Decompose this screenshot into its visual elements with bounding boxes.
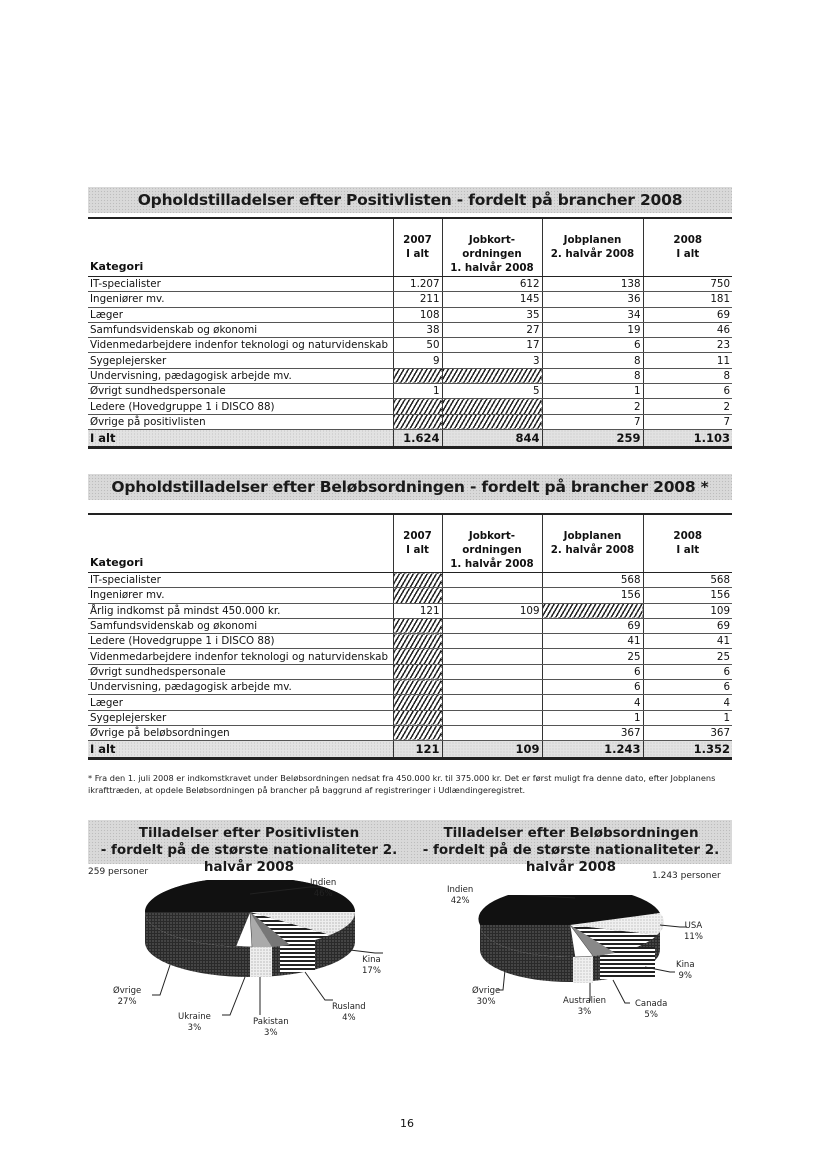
table-total-row [88, 429, 732, 447]
pie2-label-canada: Canada 5% [635, 999, 668, 1020]
table-row [88, 634, 732, 649]
pie2-label-oevrige: Øvrige 30% [472, 986, 501, 1007]
cell-jobplanen: 4 [542, 695, 643, 710]
positivlisten-table [88, 217, 732, 449]
table2-title: Opholdstilladelser efter Beløbsordningen - fordelt på brancher 2008 * [88, 474, 732, 500]
cell-jobplanen: 1.243 [542, 741, 643, 759]
cell-jobplanen: 8 [542, 353, 643, 368]
cell-jobkort: 145 [442, 292, 542, 307]
cell-kategori: Ingeniører mv. [88, 292, 393, 307]
table-row [88, 399, 732, 414]
cell-jobplanen: 2 [542, 399, 643, 414]
cell-jobplanen: 6 [542, 680, 643, 695]
cell-v2008: 109 [643, 603, 732, 618]
table-header-row [88, 218, 732, 277]
pie2-label-indien: Indien 42% [447, 885, 474, 906]
pie2-persons: 1.243 personer [652, 871, 721, 881]
cell-v2008: 2 [643, 399, 732, 414]
table-row [88, 368, 732, 383]
cell-kategori: Undervisning, pædagogisk arbejde mv. [88, 680, 393, 695]
cell-jobkort: 35 [442, 307, 542, 322]
cell-v2007 [393, 664, 442, 679]
cell-v2007: 1.624 [393, 429, 442, 447]
cell-jobplanen: 69 [542, 618, 643, 633]
cell-v2008: 11 [643, 353, 732, 368]
pie2-title: Tilladelser efter Beløbsordningen - fordelt på de største nationaliteter 2. halvår 2008 [410, 820, 732, 864]
cell-kategori: Samfundsvidenskab og økonomi [88, 322, 393, 337]
cell-v2008: 69 [643, 307, 732, 322]
footnote: * Fra den 1. juli 2008 er indkomstkravet under Beløbsordningen nedsat fra 450.000 kr. til 375.000 kr. Det er først muligt fra denne dato, efter Jobplanens ikrafttræden, at opdele Beløbsordningen på brancher på baggrund af registreringer i Udlændingeregistret. [88, 773, 716, 795]
cell-kategori: Øvrige på positivlisten [88, 414, 393, 429]
cell-v2007: 121 [393, 741, 442, 759]
cell-v2008: 23 [643, 338, 732, 353]
cell-kategori: IT-specialister [88, 277, 393, 292]
cell-jobkort: 3 [442, 353, 542, 368]
header-kategori: Kategori [88, 218, 393, 277]
cell-kategori: Øvrigt sundhedspersonale [88, 664, 393, 679]
table-row [88, 588, 732, 603]
cell-v2008: 1 [643, 710, 732, 725]
pie1-title: Tilladelser efter Positivlisten - fordelt på de største nationaliteter 2. halvår 2008 [88, 820, 410, 864]
table-row [88, 573, 732, 588]
cell-v2008: 568 [643, 573, 732, 588]
cell-kategori: Undervisning, pædagogisk arbejde mv. [88, 368, 393, 383]
cell-jobplanen: 25 [542, 649, 643, 664]
cell-jobplanen: 1 [542, 710, 643, 725]
header-jobkort: Jobkort-ordningen 1. halvår 2008 [442, 218, 542, 277]
cell-v2008: 4 [643, 695, 732, 710]
cell-jobkort [442, 368, 542, 383]
cell-jobkort [442, 725, 542, 740]
cell-kategori: Læger [88, 307, 393, 322]
cell-v2007 [393, 680, 442, 695]
cell-v2007: 108 [393, 307, 442, 322]
cell-jobkort [442, 588, 542, 603]
cell-jobkort: 612 [442, 277, 542, 292]
cell-jobplanen: 7 [542, 414, 643, 429]
table-row [88, 710, 732, 725]
cell-v2008: 8 [643, 368, 732, 383]
cell-jobkort [442, 414, 542, 429]
cell-v2008: 25 [643, 649, 732, 664]
cell-jobkort: 109 [442, 603, 542, 618]
table-row [88, 695, 732, 710]
table-row [88, 338, 732, 353]
table-row [88, 414, 732, 429]
cell-v2008: 46 [643, 322, 732, 337]
page-number: 16 [400, 1117, 414, 1130]
table-row [88, 618, 732, 633]
cell-kategori: Ingeniører mv. [88, 588, 393, 603]
cell-jobplanen: 367 [542, 725, 643, 740]
pie1-label-rusland: Rusland 4% [332, 1002, 366, 1023]
cell-jobkort [442, 649, 542, 664]
table1-title: Opholdstilladelser efter Positivlisten - fordelt på brancher 2008 [88, 187, 732, 213]
cell-jobplanen: 568 [542, 573, 643, 588]
table-row [88, 353, 732, 368]
table-row [88, 292, 732, 307]
pie1-label-indien: Indien 46% [310, 878, 337, 899]
header-kategori: Kategori [88, 514, 393, 573]
table-row [88, 384, 732, 399]
cell-v2007 [393, 588, 442, 603]
cell-v2008: 1.352 [643, 741, 732, 759]
cell-kategori: Øvrigt sundhedspersonale [88, 384, 393, 399]
table-header-row [88, 514, 732, 573]
header-jobplanen: Jobplanen 2. halvår 2008 [542, 218, 643, 277]
pie2-label-usa: USA 11% [684, 921, 703, 942]
table-row [88, 322, 732, 337]
pie1-label-ukraine: Ukraine 3% [178, 1012, 211, 1033]
cell-jobkort [442, 695, 542, 710]
cell-jobkort: 109 [442, 741, 542, 759]
pie1-label-pakistan: Pakistan 3% [253, 1017, 289, 1038]
cell-jobkort: 17 [442, 338, 542, 353]
cell-v2007: 121 [393, 603, 442, 618]
cell-kategori: Sygeplejersker [88, 353, 393, 368]
cell-v2008: 181 [643, 292, 732, 307]
cell-jobkort [442, 399, 542, 414]
cell-kategori: Læger [88, 695, 393, 710]
header-2007: 2007 I alt [393, 514, 442, 573]
cell-v2007 [393, 649, 442, 664]
cell-jobkort [442, 680, 542, 695]
cell-kategori: I alt [88, 741, 393, 759]
cell-jobplanen: 138 [542, 277, 643, 292]
cell-v2008: 1.103 [643, 429, 732, 447]
cell-jobplanen: 6 [542, 338, 643, 353]
cell-kategori: Øvrige på beløbsordningen [88, 725, 393, 740]
table-total-row [88, 741, 732, 759]
cell-kategori: Samfundsvidenskab og økonomi [88, 618, 393, 633]
cell-v2007 [393, 399, 442, 414]
header-jobkort: Jobkort-ordningen 1. halvår 2008 [442, 514, 542, 573]
cell-jobplanen: 8 [542, 368, 643, 383]
pie1-label-kina: Kina 17% [362, 955, 381, 976]
cell-kategori: Sygeplejersker [88, 710, 393, 725]
cell-jobplanen: 36 [542, 292, 643, 307]
pie1-persons: 259 personer [88, 867, 149, 877]
header-jobplanen: Jobplanen 2. halvår 2008 [542, 514, 643, 573]
cell-jobplanen: 259 [542, 429, 643, 447]
header-2008: 2008 I alt [643, 514, 732, 573]
cell-jobkort [442, 664, 542, 679]
cell-v2007 [393, 725, 442, 740]
cell-v2007: 1.207 [393, 277, 442, 292]
cell-jobplanen: 6 [542, 664, 643, 679]
cell-jobkort [442, 573, 542, 588]
table-row [88, 664, 732, 679]
cell-kategori: Videnmedarbejdere indenfor teknologi og naturvidenskab [88, 649, 393, 664]
cell-kategori: Ledere (Hovedgruppe 1 i DISCO 88) [88, 634, 393, 649]
cell-v2007: 1 [393, 384, 442, 399]
cell-jobkort: 27 [442, 322, 542, 337]
table-row [88, 307, 732, 322]
cell-jobplanen: 1 [542, 384, 643, 399]
beloebsordningen-table [88, 513, 732, 760]
cell-kategori: Ledere (Hovedgruppe 1 i DISCO 88) [88, 399, 393, 414]
table-row [88, 725, 732, 740]
cell-kategori: Årlig indkomst på mindst 450.000 kr. [88, 603, 393, 618]
table-row [88, 649, 732, 664]
cell-v2008: 6 [643, 680, 732, 695]
cell-jobkort [442, 618, 542, 633]
cell-v2007: 211 [393, 292, 442, 307]
cell-v2008: 6 [643, 384, 732, 399]
cell-v2007 [393, 695, 442, 710]
cell-v2007 [393, 573, 442, 588]
cell-v2007 [393, 414, 442, 429]
cell-v2008: 41 [643, 634, 732, 649]
cell-v2008: 156 [643, 588, 732, 603]
cell-jobkort [442, 634, 542, 649]
cell-v2007 [393, 368, 442, 383]
cell-v2008: 750 [643, 277, 732, 292]
cell-jobplanen: 19 [542, 322, 643, 337]
cell-v2008: 367 [643, 725, 732, 740]
cell-jobplanen: 41 [542, 634, 643, 649]
table-row [88, 680, 732, 695]
cell-v2007: 50 [393, 338, 442, 353]
cell-v2007: 38 [393, 322, 442, 337]
pie2-label-kina: Kina 9% [676, 960, 695, 981]
header-2008: 2008 I alt [643, 218, 732, 277]
cell-jobkort [442, 710, 542, 725]
cell-kategori: IT-specialister [88, 573, 393, 588]
cell-kategori: Videnmedarbejdere indenfor teknologi og naturvidenskab [88, 338, 393, 353]
cell-v2008: 7 [643, 414, 732, 429]
cell-jobplanen: 34 [542, 307, 643, 322]
cell-kategori: I alt [88, 429, 393, 447]
cell-jobkort: 5 [442, 384, 542, 399]
cell-v2008: 69 [643, 618, 732, 633]
table-row [88, 277, 732, 292]
cell-v2008: 6 [643, 664, 732, 679]
pie2-label-australien: Australien 3% [563, 996, 607, 1017]
cell-v2007 [393, 634, 442, 649]
header-2007: 2007 I alt [393, 218, 442, 277]
pie1-label-oevrige: Øvrige 27% [113, 986, 142, 1007]
cell-jobplanen: 156 [542, 588, 643, 603]
cell-jobkort: 844 [442, 429, 542, 447]
cell-v2007: 9 [393, 353, 442, 368]
cell-v2007 [393, 618, 442, 633]
cell-v2007 [393, 710, 442, 725]
table-row [88, 603, 732, 618]
cell-jobplanen [542, 603, 643, 618]
